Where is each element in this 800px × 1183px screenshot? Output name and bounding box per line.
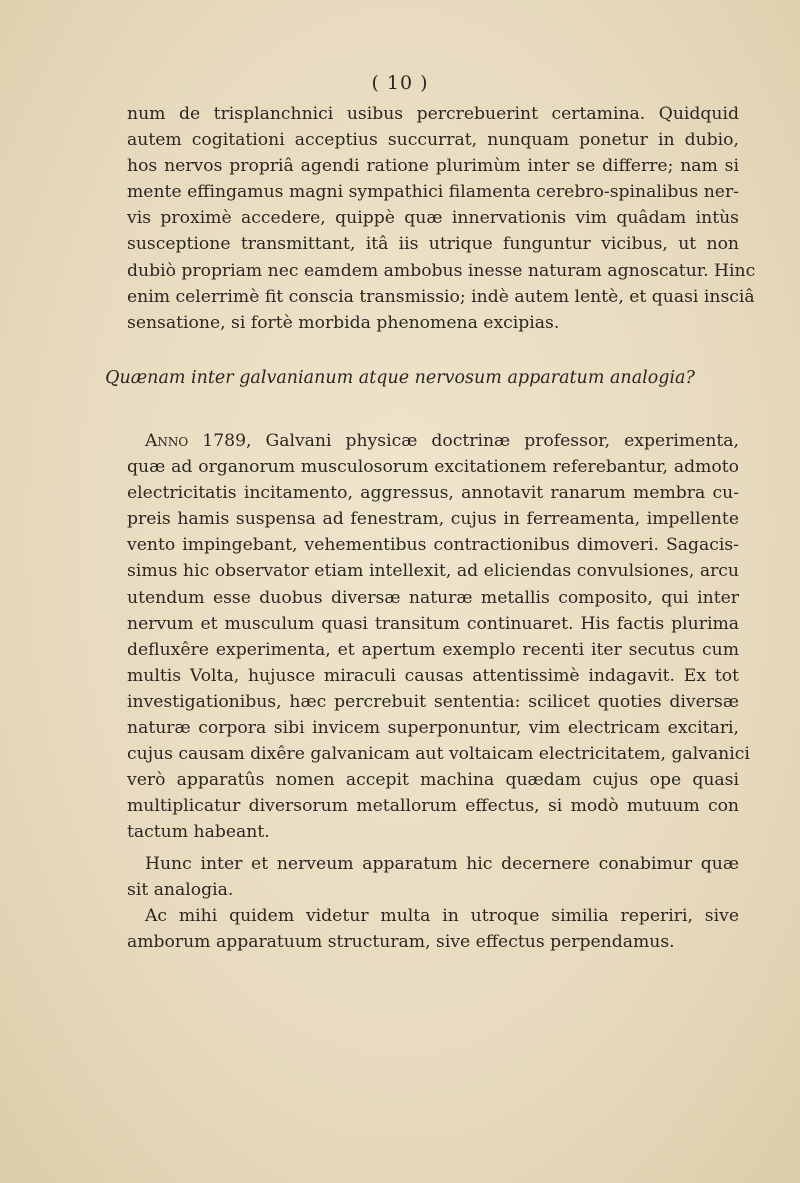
text-line: sensatione, si fortè morbida phenomena excipias. bbox=[127, 312, 560, 333]
text-line: mente effingamus magni sympathici filamenta cerebro-spinalibus ner- bbox=[127, 182, 739, 203]
lead-word: Anno bbox=[145, 431, 189, 451]
paragraph-galvani bbox=[127, 428, 750, 846]
paragraph-hunc bbox=[127, 851, 739, 903]
section-heading: Quænam inter galvanianum atque nervosum apparatum analogia? bbox=[105, 368, 695, 388]
text-line-rest: 1789, Galvani physicæ doctrinæ professor, experimenta, bbox=[188, 431, 739, 451]
text-line: simus hic observator etiam intellexit, ad eliciendas convulsiones, arcu bbox=[127, 561, 739, 582]
text-line: amborum apparatuum structuram, sive effectus perpendamus. bbox=[127, 932, 675, 953]
text-line: Ac mihi quidem videtur multa in utroque similia reperiri, sive bbox=[145, 906, 739, 926]
text-line: multis Volta, hujusce miraculi causas attentissimè indagavit. Ex tot bbox=[127, 665, 739, 686]
paragraph-ac-mihi bbox=[127, 903, 739, 955]
text-line: electricitatis incitamento, aggressus, annotavit ranarum membra cu- bbox=[127, 483, 739, 504]
text-line: vis proximè accedere, quippè quæ innervationis vim quâdam intùs bbox=[127, 208, 739, 229]
text-line: defluxêre experimenta, et apertum exemplo recenti iter secutus cum bbox=[127, 639, 739, 660]
text-line: vento impingebant, vehementibus contractionibus dimoveri. Sagacis- bbox=[127, 535, 739, 556]
text-line: enim celerrimè fit conscia transmissio; indè autem lentè, et quasi insciâ bbox=[127, 286, 755, 307]
text-line: verò apparatûs nomen accepit machina quædam cujus ope quasi bbox=[127, 770, 739, 791]
text-line: cujus causam dixêre galvanicam aut voltaicam electricitatem, galvanici bbox=[127, 744, 750, 765]
text-line: autem cogitationi acceptius succurrat, nunquam ponetur in dubio, bbox=[127, 130, 739, 151]
text-line: sit analogia. bbox=[127, 880, 234, 901]
text-line: preis hamis suspensa ad fenestram, cujus in ferreamenta, impellente bbox=[127, 509, 739, 530]
text-line: tactum habeant. bbox=[127, 822, 270, 843]
paragraph-trisplanchnic bbox=[127, 101, 756, 336]
text-line: multiplicatur diversorum metallorum effectus, si modò mutuum con bbox=[127, 796, 739, 817]
page-number: ( 10 ) bbox=[371, 72, 429, 94]
text-line: dubiò propriam nec eamdem ambobus inesse naturam agnoscatur. Hinc bbox=[127, 260, 756, 281]
text-line: susceptione transmittant, itâ iis utrique funguntur vicibus, ut non bbox=[127, 234, 739, 255]
text-line: hos nervos propriâ agendi ratione plurimùm inter se differre; nam si bbox=[127, 156, 739, 177]
text-line: investigationibus, hæc percrebuit sententia: scilicet quoties diversæ bbox=[127, 691, 739, 712]
text-line: Hunc inter et nerveum apparatum hic decernere conabimur quæ bbox=[145, 854, 739, 874]
text-line: num de trisplanchnici usibus percrebuerint certamina. Quidquid bbox=[127, 104, 739, 124]
text-line: naturæ corpora sibi invicem superponuntur, vim electricam excitari, bbox=[127, 718, 739, 739]
text-line: quæ ad organorum musculosorum excitationem referebantur, admoto bbox=[127, 457, 739, 478]
text-line bbox=[127, 428, 739, 454]
text-line: utendum esse duobus diversæ naturæ metallis composito, qui inter bbox=[127, 587, 739, 608]
text-line: nervum et musculum quasi transitum continuaret. His factis plurima bbox=[127, 613, 739, 634]
